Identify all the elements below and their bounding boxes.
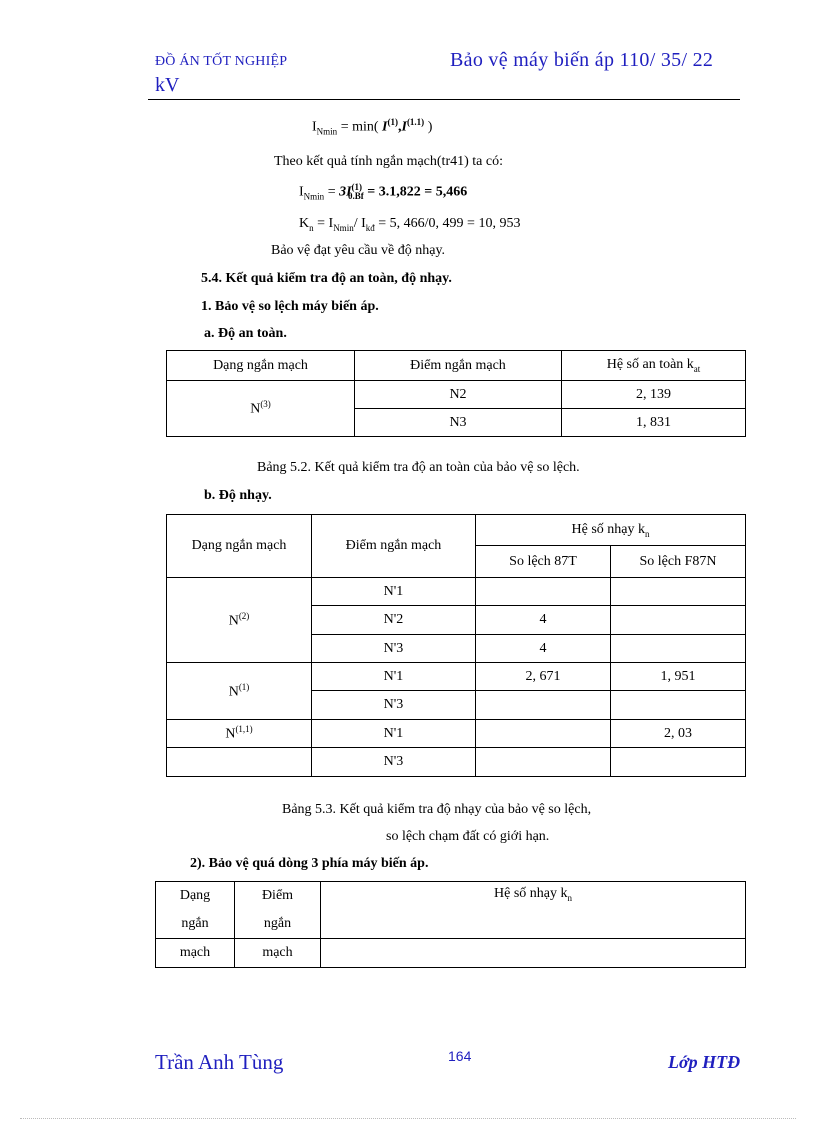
t2-f87n (611, 578, 746, 606)
t3-header-coef: Hệ số nhạy $k_n$ (321, 882, 746, 939)
t2-point: N'3 (312, 691, 476, 720)
section-b: b. Độ nhạy. (204, 488, 272, 503)
t2-f87n (611, 635, 746, 663)
t2-point: N'1 (312, 720, 476, 748)
t1-header-point: Điểm ngắn mạch (355, 351, 562, 381)
t2-f87n: 1, 951 (611, 663, 746, 691)
caption-table-5-2: Bảng 5.2. Kết quả kiểm tra độ an toàn của bảo vệ so lệch. (257, 460, 580, 475)
sensitivity-table (166, 514, 746, 777)
t1-point-cell: N3 (355, 409, 562, 437)
t2-subheader-87t: So lệch 87T (476, 546, 611, 578)
t2-subheader-f87n: So lệch F87N (611, 546, 746, 578)
t2-87t (476, 578, 611, 606)
t3-empty-cell (321, 939, 746, 968)
footer-class: Lớp HTĐ (668, 1052, 741, 1072)
bottom-border (20, 1118, 796, 1119)
t2-point: N'3 (312, 635, 476, 663)
t2-point: N'3 (312, 748, 476, 777)
t1-value-cell: 2, 139 (562, 381, 746, 409)
header-left-title: ĐỒ ÁN TỐT NGHIỆP (155, 54, 288, 69)
t2-point: N'1 (312, 578, 476, 606)
t2-87t (476, 748, 611, 777)
t1-header-coef: Hệ số an toàn $k_{at}$ (562, 351, 746, 381)
t2-point: N'2 (312, 606, 476, 635)
formula-kn: $K_n = I_{Nmin}/$ $I_{kđ} = 5$, 466/0, 499 = 10, 953 (299, 216, 521, 233)
formula-inmin: $I_{Nmin} = 3I^{(1)}_{0.Bf} = 3.1,822 = 5,466$ (299, 182, 468, 202)
t1-header-type: Dạng ngắn mạch (167, 351, 355, 381)
t2-header-point: Điểm ngắn mạch (312, 515, 476, 578)
footer-author: Trần Anh Tùng (155, 1050, 284, 1074)
t2-87t: 2, 671 (476, 663, 611, 691)
overcurrent-table (155, 881, 746, 968)
t2-group-n11: N$^{(1,1)}$ (167, 720, 312, 748)
header-unit: kV (155, 74, 180, 96)
t2-header-coef: Hệ số nhạy $k_n$ (476, 515, 746, 546)
safety-table (166, 350, 746, 437)
t2-point: N'1 (312, 663, 476, 691)
t2-87t (476, 691, 611, 720)
t2-87t: 4 (476, 635, 611, 663)
t2-group-n2: $N^{(2)}$ (167, 578, 312, 663)
t3-col-type-cont: mạch (156, 939, 235, 968)
t1-type-cell: $N^{(3)}$ (167, 381, 355, 437)
t2-f87n: 2, 03 (611, 720, 746, 748)
caption-table-5-3-line2: so lệch chạm đất có giới hạn. (386, 829, 550, 844)
t1-value-cell: 1, 831 (562, 409, 746, 437)
t2-87t (476, 720, 611, 748)
t2-f87n (611, 691, 746, 720)
formula-intro: Theo kết quả tính ngắn mạch(tr41) ta có: (274, 154, 503, 169)
section-1: 1. Bảo vệ so lệch máy biến áp. (201, 299, 379, 314)
footer-page-number: 164 (448, 1048, 472, 1064)
t1-point-cell: N2 (355, 381, 562, 409)
section-2: 2). Bảo vệ quá dòng 3 phía máy biến áp. (190, 856, 429, 871)
t2-f87n (611, 748, 746, 777)
t2-group-n1: $N^{(1)}$ (167, 663, 312, 720)
t2-f87n (611, 606, 746, 635)
section-a: a. Độ an toàn. (204, 326, 287, 341)
formula-min: $I_{Nmin} = \min$( $I^{(1)},I^{(1.1)}$ ) (312, 117, 433, 137)
t2-87t: 4 (476, 606, 611, 635)
t2-header-type: Dạng ngắn mạch (167, 515, 312, 578)
t3-col-point-cont: mạch (235, 939, 321, 968)
header-right-title: Bảo vệ máy biến áp 110/ 35/ 22 (450, 49, 714, 71)
header-rule (148, 99, 740, 100)
caption-table-5-3-line1: Bảng 5.3. Kết quả kiểm tra độ nhạy của bảo vệ so lệch, (282, 802, 592, 817)
conclusion: Bảo vệ đạt yêu cầu về độ nhạy. (271, 243, 446, 258)
section-5-4: 5.4. Kết quả kiểm tra độ an toàn, độ nhạy. (201, 271, 452, 286)
t2-group-empty (167, 748, 312, 777)
t3-col-point: Điểm ngắn (235, 882, 321, 939)
t3-col-type: Dạng ngắn (156, 882, 235, 939)
